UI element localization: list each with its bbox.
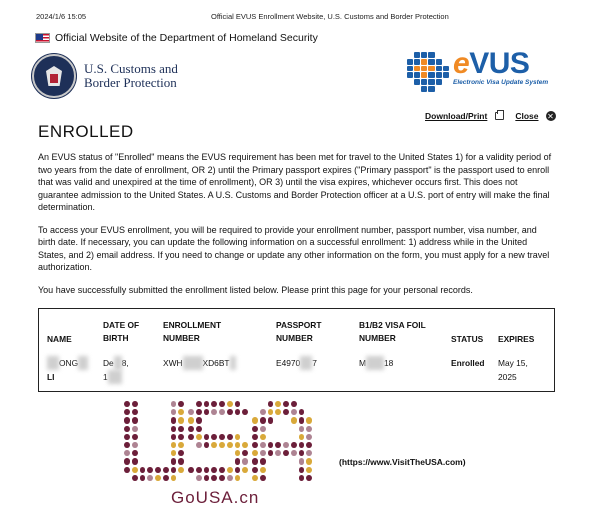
download-print-link[interactable]: Download/Print bbox=[425, 111, 488, 121]
gousa-brand: GoUSA.cn bbox=[171, 488, 260, 507]
evus-grid-icon bbox=[407, 52, 449, 92]
main-content bbox=[38, 122, 556, 306]
cbp-logo-line2: Border Protection bbox=[84, 75, 177, 90]
cell-name: ONG LI bbox=[47, 356, 88, 384]
header-passport: PASSPORT NUMBER bbox=[276, 320, 322, 343]
cell-status: Enrolled bbox=[451, 358, 485, 368]
page-actions bbox=[425, 111, 556, 121]
status-explanation: An EVUS status of "Enrolled" means the EVUS requirement has been met for travel to the United States 1) for a validity period of two years from the date of enrollment, OR 2) until the Primary passport expires ("Primary passport" is the passport used to enroll that was valid and unexpired at the time of enrollment), OR 3) until the visa expires, whichever occurs first. This does not guarantee admission to the United States. A U.S. Customs and Border Protection officer at a U.S. port of entry will make the final determination. bbox=[38, 152, 552, 212]
page-title: ENROLLED bbox=[38, 122, 134, 141]
header-name: NAME bbox=[47, 334, 72, 344]
header-status: STATUS bbox=[451, 334, 484, 344]
official-banner-text: Official Website of the Department of Homeland Security bbox=[55, 32, 318, 44]
usa-letters-graphic bbox=[124, 401, 330, 481]
cbp-logo-text bbox=[84, 62, 178, 90]
usa-letter-u bbox=[124, 401, 184, 481]
cell-visa-number: M 18 bbox=[359, 358, 394, 368]
us-flag-icon bbox=[35, 33, 50, 43]
access-instructions: To access your EVUS enrollment, you will be required to provide your enrollment number, passport number, visa number, and birth date. If necessary, you can update the following information on a successful enrollment: 1) address while in the United States, and 2) email address. If you need to change or update any other information on the form, you must apply for a new travel authorization. bbox=[38, 224, 550, 272]
cell-expires: May 15, 2025 bbox=[498, 358, 528, 382]
cell-enrollment-number: XWH XD6BT bbox=[163, 356, 236, 370]
usa-letter-a bbox=[252, 401, 312, 481]
cell-passport-number: E4970 7 bbox=[276, 358, 317, 368]
print-title: Official EVUS Enrollment Website, U.S. Customs and Border Protection bbox=[211, 12, 449, 21]
close-link[interactable]: Close bbox=[515, 111, 539, 121]
visit-the-usa-link[interactable]: (https://www.VisitTheUSA.com) bbox=[339, 457, 466, 467]
enrollment-table bbox=[38, 308, 555, 392]
header-dob: DATE OF BIRTH bbox=[103, 320, 140, 343]
evus-wordmark: eVUS bbox=[453, 47, 530, 80]
header-enrollment: ENROLLMENT NUMBER bbox=[163, 320, 222, 343]
submission-notice: You have successfully submitted the enrollment listed below. Please print this page for your personal records. bbox=[38, 284, 473, 295]
printer-icon[interactable] bbox=[495, 112, 504, 120]
cbp-logo[interactable] bbox=[32, 54, 178, 98]
gousa-banner[interactable] bbox=[124, 401, 330, 509]
evus-subtitle: Electronic Visa Update System bbox=[453, 79, 549, 86]
dhs-seal-icon bbox=[32, 54, 76, 98]
evus-logo[interactable] bbox=[407, 47, 549, 92]
header-expires: EXPIRES bbox=[498, 334, 535, 344]
official-banner bbox=[35, 32, 318, 44]
header-visa: B1/B2 VISA FOIL NUMBER bbox=[359, 320, 426, 343]
cell-dob: De 8, 1 bbox=[103, 358, 129, 382]
usa-letter-s bbox=[188, 401, 248, 481]
print-date: 2024/1/6 15:05 bbox=[36, 12, 87, 21]
print-header bbox=[0, 12, 594, 26]
close-icon[interactable]: ✕ bbox=[547, 111, 554, 121]
cbp-logo-line1: U.S. Customs and bbox=[84, 61, 178, 76]
